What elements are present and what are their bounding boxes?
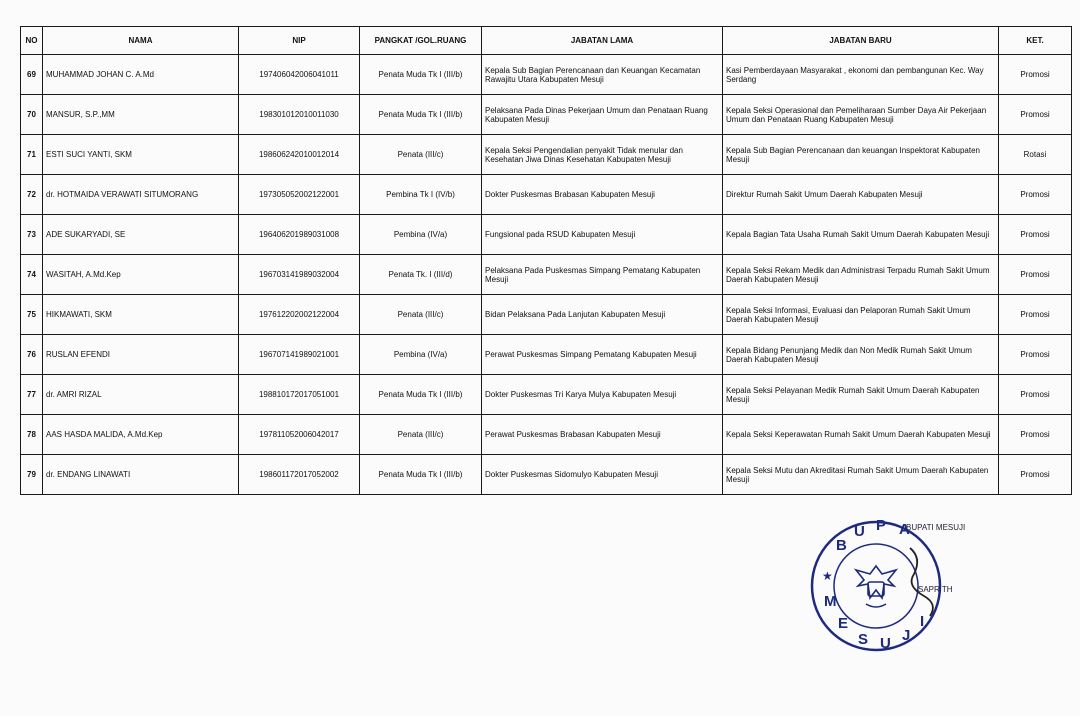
cell-ket: Promosi <box>999 95 1072 135</box>
cell-jabatan-lama: Kepala Sub Bagian Perencanaan dan Keuangan Kecamatan Rawajitu Utara Kabupaten Mesuji <box>482 55 723 95</box>
table-row <box>21 415 1072 455</box>
cell-ket: Promosi <box>999 375 1072 415</box>
cell-jabatan-baru: Kepala Bagian Tata Usaha Rumah Sakit Umum Daerah Kabupaten Mesuji <box>723 215 999 255</box>
header-jabatan-lama: JABATAN LAMA <box>482 27 723 55</box>
cell-nip: 198601172017052002 <box>239 455 360 495</box>
seal-stamp <box>810 508 990 668</box>
cell-jabatan-lama: Bidan Pelaksana Pada Lanjutan Kabupaten Mesuji <box>482 295 723 335</box>
cell-pangkat: Penata Muda Tk I (III/b) <box>360 55 482 95</box>
personnel-table <box>20 26 1072 495</box>
cell-jabatan-lama: Kepala Seksi Pengendalian penyakit Tidak menular dan Kesehatan Jiwa Dinas Kesehatan Kabupaten Mesuji <box>482 135 723 175</box>
cell-nama: ADE SUKARYADI, SE <box>43 215 239 255</box>
cell-jabatan-lama: Dokter Puskesmas Sidomulyo Kabupaten Mesuji <box>482 455 723 495</box>
seal-letter: M <box>824 593 837 610</box>
cell-pangkat: Pembina Tk I (IV/b) <box>360 175 482 215</box>
cell-jabatan-baru: Kasi Pemberdayaan Masyarakat , ekonomi dan pembangunan Kec. Way Serdang <box>723 55 999 95</box>
cell-no: 78 <box>21 415 43 455</box>
cell-jabatan-baru: Kepala Sub Bagian Perencanaan dan keuangan Inspektorat Kabupaten Mesuji <box>723 135 999 175</box>
cell-jabatan-lama: Pelaksana Pada Puskesmas Simpang Pematang Kabupaten Mesuji <box>482 255 723 295</box>
cell-no: 72 <box>21 175 43 215</box>
cell-ket: Promosi <box>999 255 1072 295</box>
cell-jabatan-baru: Kepala Seksi Operasional dan Pemeliharaan Sumber Daya Air Pekerjaan Umum dan Penataan Ruang Kabupaten Mesuji <box>723 95 999 135</box>
cell-no: 73 <box>21 215 43 255</box>
cell-no: 79 <box>21 455 43 495</box>
table-header-row <box>21 27 1072 55</box>
cell-jabatan-lama: Dokter Puskesmas Tri Karya Mulya Kabupaten Mesuji <box>482 375 723 415</box>
cell-no: 77 <box>21 375 43 415</box>
header-ket: KET. <box>999 27 1072 55</box>
table-row <box>21 135 1072 175</box>
cell-nip: 197406042006041011 <box>239 55 360 95</box>
cell-nip: 198606242010012014 <box>239 135 360 175</box>
cell-ket: Promosi <box>999 455 1072 495</box>
cell-jabatan-baru: Kepala Seksi Rekam Medik dan Administrasi Terpadu Rumah Sakit Umum Daerah Kabupaten Mesuji <box>723 255 999 295</box>
cell-no: 71 <box>21 135 43 175</box>
cell-nip: 198810172017051001 <box>239 375 360 415</box>
cell-nama: ESTI SUCI YANTI, SKM <box>43 135 239 175</box>
cell-nama: dr. HOTMAIDA VERAWATI SITUMORANG <box>43 175 239 215</box>
cell-nama: dr. ENDANG LINAWATI <box>43 455 239 495</box>
cell-nama: WASITAH, A.Md.Kep <box>43 255 239 295</box>
table-row <box>21 295 1072 335</box>
cell-nama: dr. AMRI RIZAL <box>43 375 239 415</box>
official-seal <box>810 508 990 668</box>
cell-jabatan-baru: Kepala Bidang Penunjang Medik dan Non Medik Rumah Sakit Umum Daerah Kabupaten Mesuji <box>723 335 999 375</box>
cell-nama: AAS HASDA MALIDA, A.Md.Kep <box>43 415 239 455</box>
header-jabatan-baru: JABATAN BARU <box>723 27 999 55</box>
cell-pangkat: Pembina (IV/a) <box>360 215 482 255</box>
header-nama: NAMA <box>43 27 239 55</box>
header-no: NO <box>21 27 43 55</box>
cell-jabatan-lama: Dokter Puskesmas Brabasan Kabupaten Mesuji <box>482 175 723 215</box>
cell-nip: 197612202002122004 <box>239 295 360 335</box>
header-nip: NIP <box>239 27 360 55</box>
cell-ket: Promosi <box>999 295 1072 335</box>
table-row <box>21 95 1072 135</box>
cell-pangkat: Penata Muda Tk I (III/b) <box>360 455 482 495</box>
table-row <box>21 255 1072 295</box>
seal-star-icon: ★ <box>822 569 833 583</box>
cell-nip: 197305052002122001 <box>239 175 360 215</box>
cell-ket: Promosi <box>999 55 1072 95</box>
cell-pangkat: Pembina (IV/a) <box>360 335 482 375</box>
cell-pangkat: Penata (III/c) <box>360 295 482 335</box>
seal-letter: B <box>836 537 847 554</box>
cell-ket: Promosi <box>999 335 1072 375</box>
cell-jabatan-baru: Direktur Rumah Sakit Umum Daerah Kabupaten Mesuji <box>723 175 999 215</box>
header-pangkat: PANGKAT /GOL.RUANG <box>360 27 482 55</box>
table-row <box>21 55 1072 95</box>
cell-nip: 196406201989031008 <box>239 215 360 255</box>
signer-name: SAPR TH <box>918 585 953 594</box>
cell-jabatan-lama: Pelaksana Pada Dinas Pekerjaan Umum dan Penataan Ruang Kabupaten Mesuji <box>482 95 723 135</box>
cell-nama: MUHAMMAD JOHAN C. A.Md <box>43 55 239 95</box>
cell-no: 75 <box>21 295 43 335</box>
cell-jabatan-lama: Perawat Puskesmas Brabasan Kabupaten Mesuji <box>482 415 723 455</box>
seal-letter: P <box>876 517 887 534</box>
cell-pangkat: Penata Tk. I (III/d) <box>360 255 482 295</box>
cell-jabatan-baru: Kepala Seksi Mutu dan Akreditasi Rumah Sakit Umum Daerah Kabupaten Mesuji <box>723 455 999 495</box>
cell-pangkat: Penata Muda Tk I (III/b) <box>360 95 482 135</box>
cell-jabatan-lama: Perawat Puskesmas Simpang Pematang Kabupaten Mesuji <box>482 335 723 375</box>
table-row <box>21 455 1072 495</box>
cell-pangkat: Penata Muda Tk I (III/b) <box>360 375 482 415</box>
cell-nama: HIKMAWATI, SKM <box>43 295 239 335</box>
cell-nip: 198301012010011030 <box>239 95 360 135</box>
table-row <box>21 335 1072 375</box>
seal-letter: U <box>880 635 891 652</box>
cell-nama: MANSUR, S.P.,MM <box>43 95 239 135</box>
garuda-emblem-icon <box>856 566 896 607</box>
seal-letter: J <box>902 627 911 644</box>
table-row <box>21 375 1072 415</box>
cell-jabatan-baru: Kepala Seksi Informasi, Evaluasi dan Pelaporan Rumah Sakit Umum Daerah Kabupaten Mesuji <box>723 295 999 335</box>
cell-pangkat: Penata (III/c) <box>360 415 482 455</box>
cell-jabatan-baru: Kepala Seksi Keperawatan Rumah Sakit Umum Daerah Kabupaten Mesuji <box>723 415 999 455</box>
seal-letter: A <box>899 521 910 538</box>
seal-letter: U <box>854 523 865 540</box>
seal-letter: I <box>920 613 925 630</box>
cell-no: 69 <box>21 55 43 95</box>
cell-no: 74 <box>21 255 43 295</box>
cell-pangkat: Penata (III/c) <box>360 135 482 175</box>
cell-nip: 197811052006042017 <box>239 415 360 455</box>
cell-nip: 196707141989021001 <box>239 335 360 375</box>
seal-letter: S <box>858 631 869 648</box>
cell-jabatan-lama: Fungsional pada RSUD Kabupaten Mesuji <box>482 215 723 255</box>
cell-jabatan-baru: Kepala Seksi Pelayanan Medik Rumah Sakit Umum Daerah Kabupaten Mesuji <box>723 375 999 415</box>
table-row <box>21 175 1072 215</box>
seal-caption: BUPATI MESUJI <box>906 523 966 532</box>
cell-no: 70 <box>21 95 43 135</box>
cell-nip: 196703141989032004 <box>239 255 360 295</box>
cell-ket: Promosi <box>999 215 1072 255</box>
cell-ket: Promosi <box>999 415 1072 455</box>
cell-nama: RUSLAN EFENDI <box>43 335 239 375</box>
table-row <box>21 215 1072 255</box>
cell-ket: Rotasi <box>999 135 1072 175</box>
seal-letter: E <box>838 615 849 632</box>
cell-ket: Promosi <box>999 175 1072 215</box>
cell-no: 76 <box>21 335 43 375</box>
